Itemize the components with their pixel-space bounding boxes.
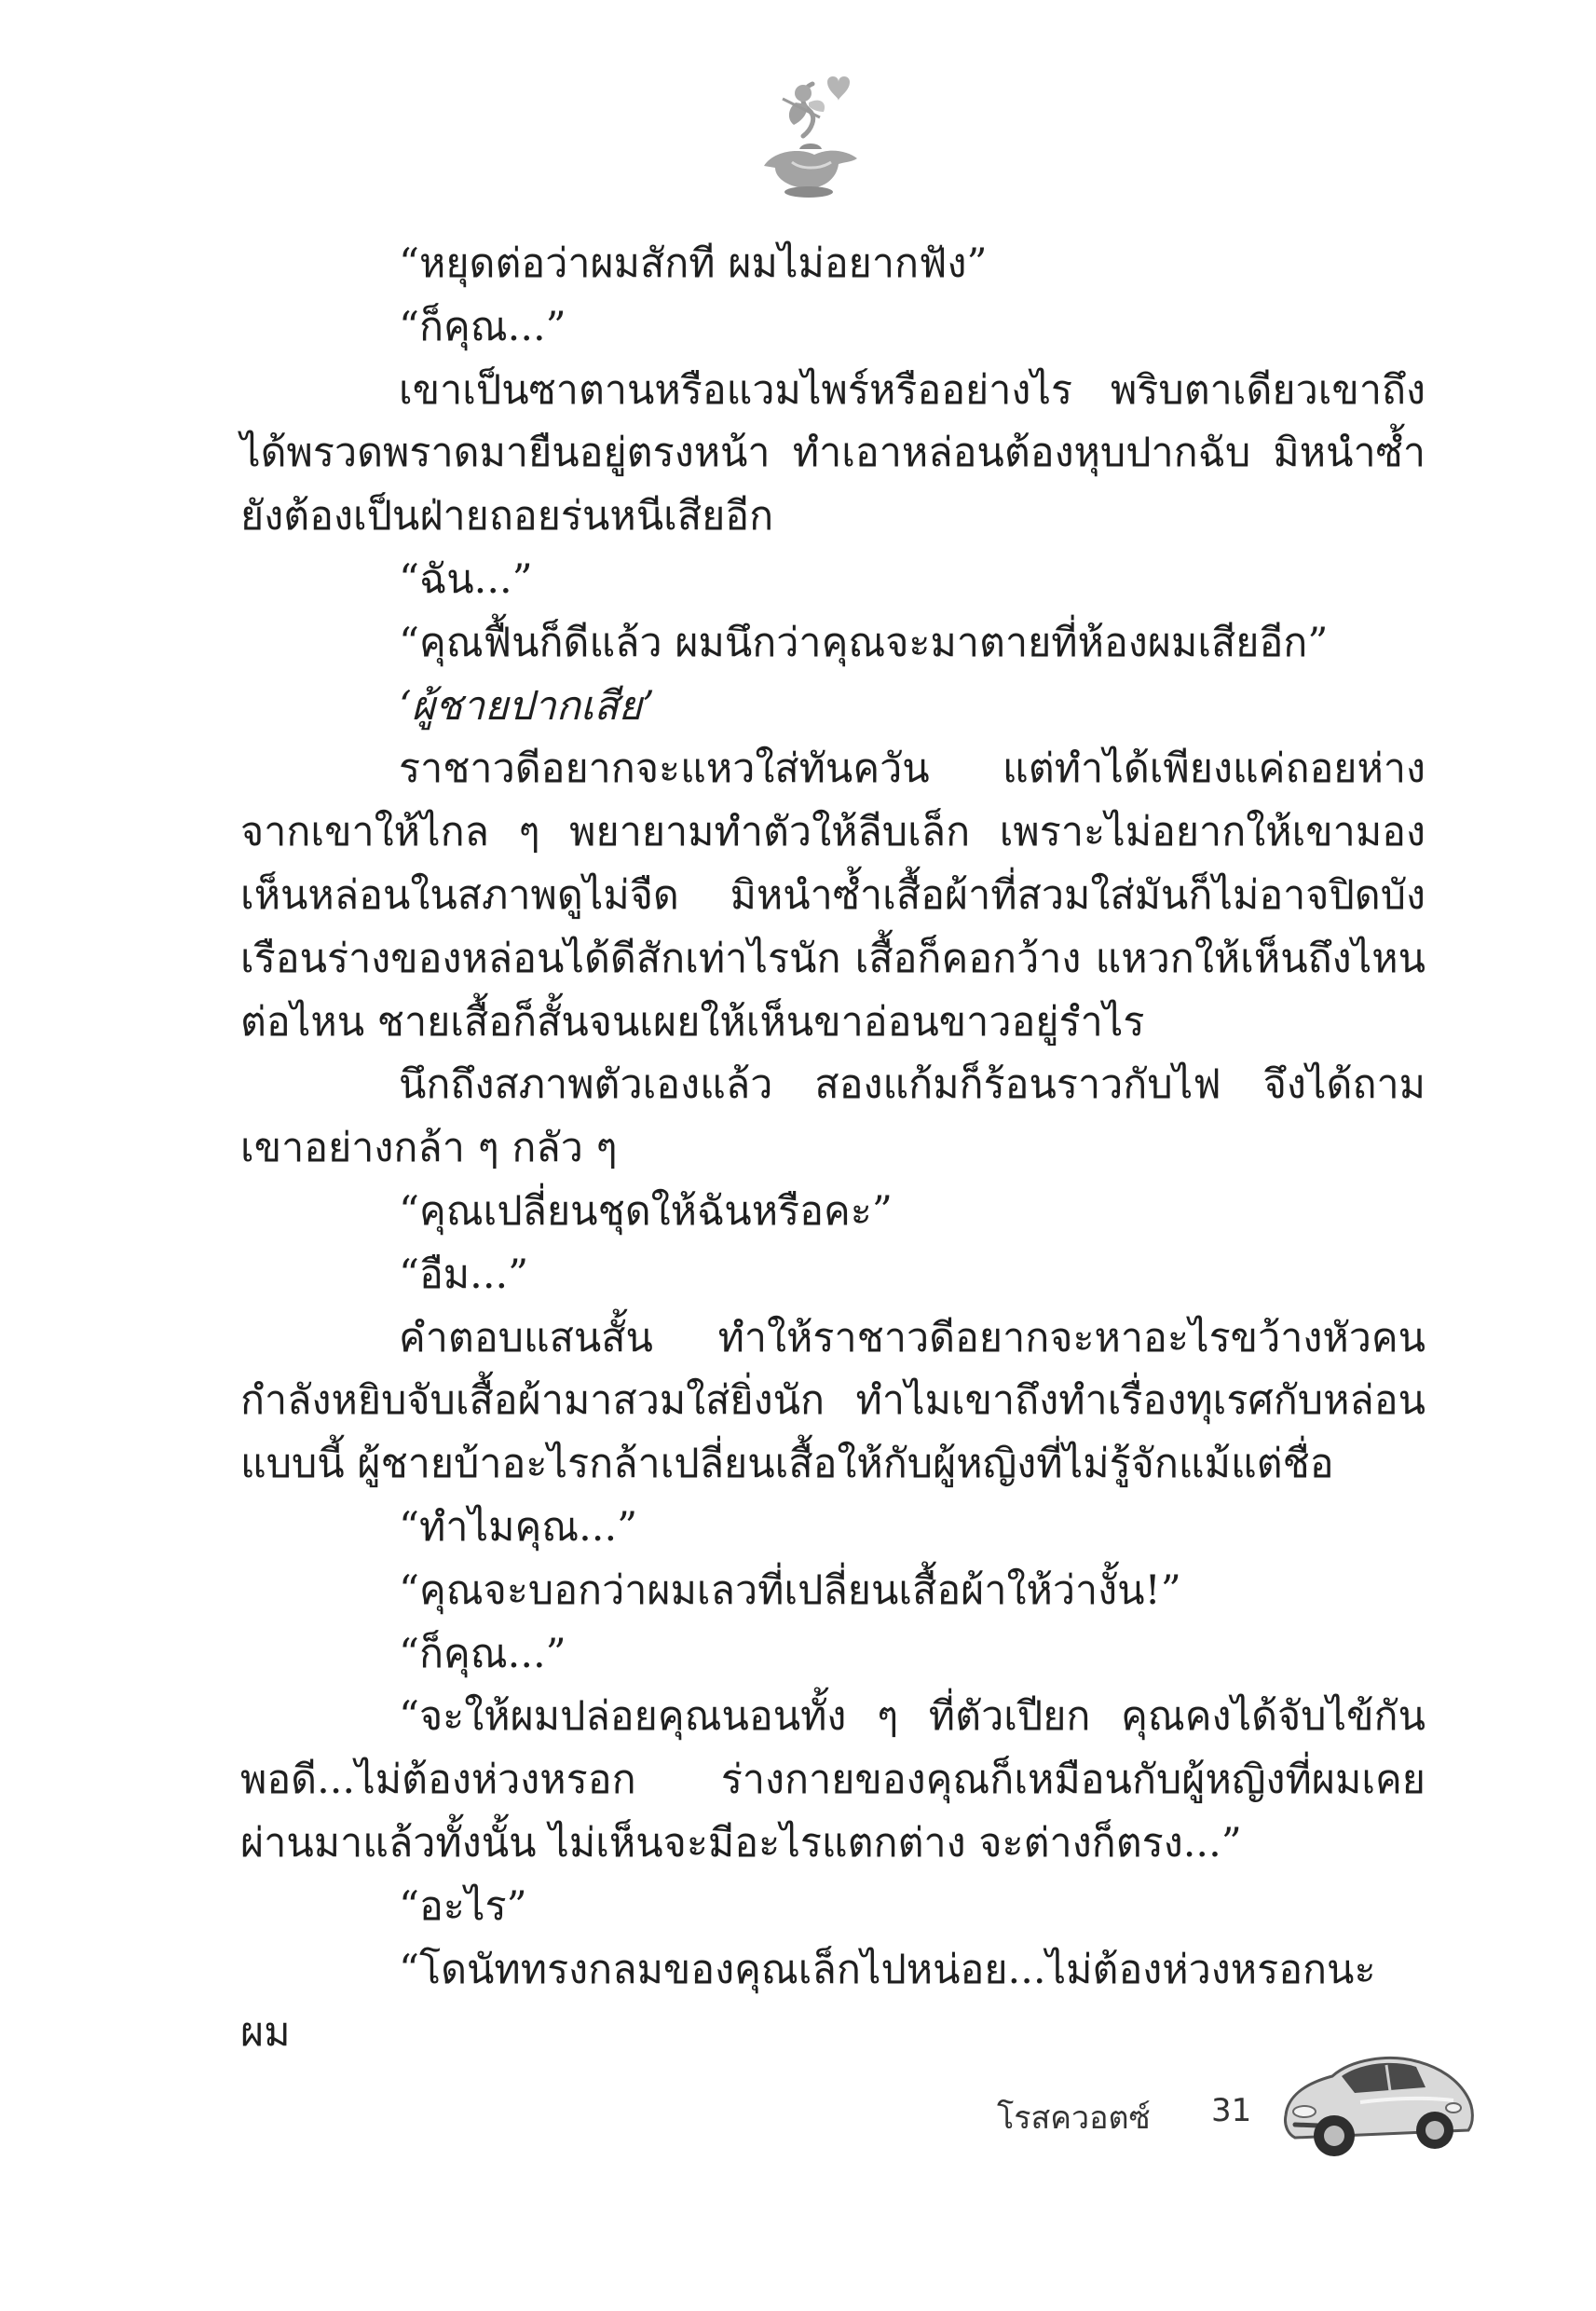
paragraph: ราชาวดีอยากจะแหวใส่ทันควัน แต่ทำได้เพียงแค่ถอยห่างจากเขาให้ไกล ๆ พยายามทำตัวให้ลีบเล็ก เพราะไม่อยากให้เขามองเห็นหล่อนในสภาพดูไม่จืด มิหนำซ้ำเสื้อผ้าที่สวมใส่มันก็ไม่อาจปิดบังเรือนร่างของหล่อนได้ดีสักเท่าไรนัก เสื้อก็คอกว้าง แหวกให้เห็นถึงไหนต่อไหน ชายเสื้อก็สั้นจนเผยให้เห็นขาอ่อนขาวอยู่รำไร — [240, 745, 1425, 1046]
paragraph-italic-thought: ‘ผู้ชายปากเสีย’ — [399, 682, 655, 730]
paragraph: “หยุดต่อว่าผมสักที ผมไม่อยากฟัง” — [399, 240, 988, 287]
chapter-body-text — [240, 233, 1425, 2065]
sports-car-icon — [1276, 2022, 1481, 2171]
paragraph: เขาเป็นซาตานหรือแวมไพร์หรืออย่างไร พริบตาเดียวเขาถึงได้พรวดพราดมายืนอยู่ตรงหน้า ทำเอาหล่อนต้องหุบปากฉับ มิหนำซ้ำยังต้องเป็นฝ่ายถอยร่นหนีเสียอีก — [240, 366, 1425, 540]
paragraph: “ก็คุณ...” — [399, 303, 566, 350]
footer-book-title: โรสควอตซ์ — [997, 2099, 1151, 2137]
page-number: 31 — [1211, 2092, 1252, 2129]
paragraph: คำตอบแสนสั้น ทำให้ราชาวดีอยากจะหาอะไรขว้างหัวคนกำลังหยิบจับเสื้อผ้ามาสวมใส่ยิ่งนัก ทำไมเขาถึงทำเรื่องทุเรศกับหล่อนแบบนี้ ผู้ชายบ้าอะไรกล้าเปลี่ยนเสื้อให้กับผู้หญิงที่ไม่รู้จักแม้แต่ชื่อ — [240, 1314, 1425, 1488]
paragraph: “อืม...” — [399, 1251, 529, 1298]
paragraph: “โดนัททรงกลมของคุณเล็กไปหน่อย...ไม่ต้องห่วงหรอกนะ ผม — [240, 1946, 1376, 2057]
paragraph: “คุณฟื้นก็ดีแล้ว ผมนึกว่าคุณจะมาตายที่ห้องผมเสียอีก” — [399, 619, 1329, 666]
paragraph: “คุณจะบอกว่าผมเลวที่เปลี่ยนเสื้อผ้าให้ว่างั้น!” — [399, 1566, 1181, 1614]
paragraph: “ก็คุณ...” — [399, 1630, 566, 1677]
paragraph: “คุณเปลี่ยนชุดให้ฉันหรือคะ” — [399, 1187, 893, 1235]
paragraph: “ฉัน...” — [399, 555, 533, 603]
paragraph: นึกถึงสภาพตัวเองแล้ว สองแก้มก็ร้อนราวกับไฟ จึงได้ถามเขาอย่างกล้า ๆ กลัว ๆ — [240, 1061, 1425, 1172]
paragraph: “อะไร” — [399, 1882, 527, 1930]
paragraph: “ทำไมคุณ...” — [399, 1503, 638, 1551]
paragraph: “จะให้ผมปล่อยคุณนอนทั้ง ๆ ที่ตัวเปียก คุณคงได้จับไข้กันพอดี...ไม่ต้องห่วงหรอก ร่างกายของคุณก็เหมือนกับผู้หญิงที่ผมเคยผ่านมาแล้วทั้งนั้น ไม่เห็นจะมีอะไรแตกต่าง จะต่างก็ตรง...” — [240, 1693, 1425, 1867]
genie-lamp-with-cupid-icon — [755, 65, 866, 205]
